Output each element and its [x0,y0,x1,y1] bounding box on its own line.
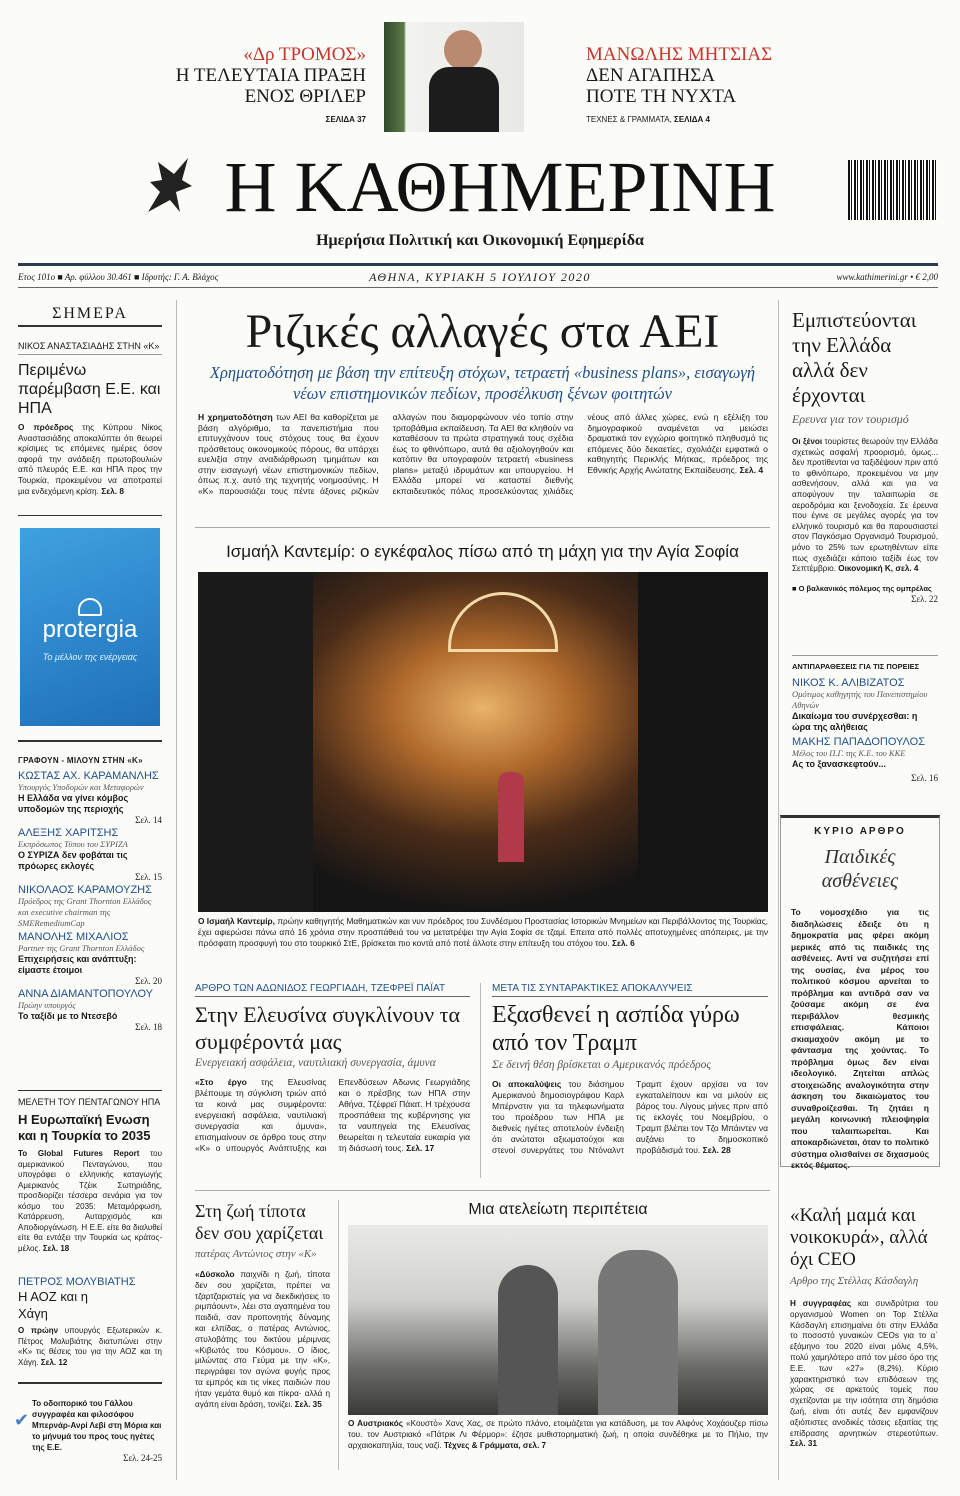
writer-role: Πρόεδρος της Grant Thornton Ελλάδος και executive chairman της SMERemediumCap [18,896,152,928]
kicker: ΓΡΑΦΟΥΝ - ΜΙΛΟΥΝ ΣΤΗΝ «Κ» [18,756,143,765]
debate-item[interactable] [792,736,938,770]
teaser-right-page: ΣΕΛΙΔΑ 4 [674,115,710,124]
lead: Η χρηματοδότηση [198,412,273,422]
checkmark-icon: ✔ [14,1410,30,1431]
page-ref: Σελ. 24-25 [123,1453,162,1463]
writer-name: ΝΙΚΟΛΑΟΣ ΚΑΡΑΜΟΥΖΗΣ [18,884,152,896]
page-ref: Σελ. 8 [101,485,125,496]
protergia-ad[interactable] [20,528,160,726]
website-price[interactable]: www.kathimerini.gr • € 2,00 [836,272,938,282]
lead: Οι ξένοι [792,437,823,446]
debate-box [792,662,938,783]
headline: Η Ευρωπαϊκή Ενωση και η Τουρκία το 2035 [18,1112,151,1143]
page-ref: Σελ. 31 [790,1439,818,1449]
adventure-photo [348,1225,768,1415]
page-ref: Σελ. 17 [406,1143,435,1153]
page-ref: Σελ. 35 [294,1399,322,1409]
writer-item[interactable] [18,884,162,929]
subhead: Ερευνα για τον τουρισμό [792,412,909,426]
hagia-sophia-headline[interactable]: Ισμαήλ Καντεμίρ: ο εγκέφαλος πίσω από τη μάχη για την Αγία Σοφία [226,542,739,561]
page-ref: Σελ. 6 [612,937,635,948]
ad-brand: protergia [42,616,138,643]
trump-story[interactable] [492,983,768,1156]
headline: «Καλή μαμά και νοικοκυρά», αλλά όχι CEO [790,1205,928,1270]
page-ref: Σελ. 22 [911,593,938,604]
page-ref: Σελ. 18 [42,1243,70,1253]
author-name: ΝΙΚΟΣ Κ. ΑΛΙΒΙΖΑΤΟΣ [792,677,905,689]
writer-item[interactable] [18,770,162,825]
author-name: ΜΑΚΗΣ ΠΑΠΑΔΟΠΟΥΛΟΣ [792,736,926,748]
page-ref: Οικονομική Κ, σελ. 4 [838,564,919,574]
body: πρώην καθηγητής Μαθηματικών και νυν πρόεδρος του Συνδέσμου Προστασίας Ιστορικών Μνημείων και Περιβάλλοντος της Τουρκίας, έχει αφιερώσει πάνω από 16 χρόνια στην προσπάθειά του να μετατρέψει την Αγία Σοφία σε τζαμί. Επειτα από πολλές αποτυχημένες απόπειρες, με την πρόσφατη προσφυγή του στο τουρκικό ΣτΕ, βρίσκεται πιο κοντά από ποτέ άλλοτε στην επίτευξη του στόχου του. [198,916,768,948]
antonios-story[interactable] [195,1200,330,1410]
article-title: Ο ΣΥΡΙΖΑ δεν φοβάται τις πρόωρες εκλογές [18,850,128,871]
headline: Περιμένω παρέμβαση Ε.Ε. και ΗΠΑ [18,362,161,417]
kicker: ΜΕΛΕΤΗ ΤΟΥ ΠΕΝΤΑΓΩΝΟΥ ΗΠΑ [18,1097,161,1107]
writer-name: ΚΩΣΤΑΣ ΑΧ. ΚΑΡΑΜΑΝΛΗΣ [18,770,159,782]
writer-item[interactable] [18,988,162,1032]
headline: Εμπιστεύονται την Ελλάδα αλλά δεν έρχονται [792,308,917,407]
article-title: Η Ελλάδα να γίνει κόμβος υποδομών της περιοχής [18,793,129,814]
teaser-right-line3: ΠΟΤΕ ΤΗ ΝΥΧΤΑ [586,86,737,107]
elefsina-story[interactable] [195,983,470,1154]
masthead-subtitle: Ημερήσια Πολιτική και Οικονομική Εφημερίδα [316,232,644,249]
lead: Η συγγραφέας [790,1299,852,1308]
body: του διάσημου Αμερικανού δημοσιογράφου Καρλ Μπέρνστιν για τα τηλεφωνήματα του προέδρου των ΗΠΑ με διεθνείς ηγέτες αποτελούν ένδειξη ότι ανώτατοι αξιωματούχοι και στενοί συνεργάτες του Ντόναλντ Τραμπ έχουν αρχίσει να τον εγκαταλείπουν και να μιλούν εις βάρος του. Λίγους μήνες πριν από τις εκλογές του Νοεμβρίου, ο Τραμπ βλέπει τον Τζο Μπάιντεν να αυξάνει το δημοσκοπικό προβάδισμά του. [492,1079,768,1155]
page-ref: Σελ. 28 [702,1145,731,1155]
teaser-right-line2: ΔΕΝ ΑΓΑΠΗΣΑ [586,65,715,86]
body: παιχνίδι η ζωή, τίποτα δεν σου χαρίζεται, πρέπει να τζαρτζαριστείς για να διεκδικήσεις το ριμπάουντ», λέει στα αγαπημένα του παιδιά, σαν προπονητής δύναμης και ελπίδας, ο πατέρας Αντώνιος, στυλοβάτης του δικτύου μέριμνας «Κιβωτός του Κόσμου». Ο ίδιος, μιλώντας στο Γεύμα με την «Κ», περιγράφει τον αγώνα φυγής προς τα εμπρός και τις νίκες παιδιών που ήταν γεμάτα θυμό και πίκρα· αλλά η αγάπη είναι δράση, τονίζει. [195,1270,330,1409]
lead: Οι αποκαλύψεις [492,1079,562,1089]
teaser-right[interactable] [586,44,826,130]
lead: Ο πρώην [18,1326,59,1335]
masthead-title: Η ΚΑΘΗΜΕΡΙΝΗ [224,147,776,227]
debate-item[interactable] [792,677,938,733]
levy-promo[interactable] [14,1398,162,1463]
writers-box [18,756,162,1034]
writer-role: Πρώην υπουργός [18,1000,76,1010]
subhead: πατέρας Αντώνιος στην «Κ» [195,1248,317,1260]
teaser-photo [384,22,524,132]
editorial-box[interactable] [780,815,940,1170]
subhead: Αρθρο της Στέλλας Κάσδαγλη [790,1275,919,1287]
article-title: Το ταξίδι με το Ντεσεβό [18,1011,118,1021]
lead: Ο πρόεδρος [18,422,74,432]
ad-tagline: Το μέλλον της ενέργειας [42,652,138,662]
headline: Εξασθενεί η ασπίδα γύρω από τον Τραμπ [492,1002,740,1056]
hagia-sophia-caption [198,916,768,948]
article-title: Ας το ξανασκεφτούν... [792,759,887,769]
headline: Η ΑΟΖ και η Χάγη [18,1289,88,1321]
kicker: ΝΙΚΟΣ ΑΝΑΣΤΑΣΙΑΔΗΣ ΣΤΗΝ «Κ» [18,341,162,355]
related-link[interactable]: ■ Ο βαλκανικός πόλεμος της ομπρέλας [792,583,932,593]
edition-info: Ετος 101ο ■ Αρ. φύλλου 30.461 ■ Ιδρυτής: Γ. Α. Βλάχος [18,272,219,282]
article-title: Επιχειρήσεις και ανάπτυξη: είμαστε έτοιμοι [18,954,137,975]
shell-logo-icon [78,598,102,616]
anastasiades-story[interactable] [18,341,162,496]
teaser-left-line2: Η ΤΕΛΕΥΤΑΙΑ ΠΡΑΞΗ [175,65,366,86]
page-ref: Σελ. 12 [40,1357,68,1367]
ceo-story[interactable] [790,1205,938,1450]
writer-name: ΑΝΝΑ ΔΙΑΜΑΝΤΟΠΟΥΛΟΥ [18,988,153,1000]
molyviatis-story[interactable] [18,1276,162,1368]
adventure-caption [348,1419,768,1451]
hagia-sophia-photo [198,572,768,912]
date-line: ΑΘΗΝΑ, ΚΥΡΙΑΚΗ 5 ΙΟΥΛΙΟΥ 2020 [369,270,591,284]
page-ref: Σελ. 4 [739,464,764,475]
body: της Κύπρου Νίκος Αναστασιάδης αποκαλύπτει ότι θεωρεί κρίσιμες τις επόμενες ημέρες όσον αφορά την ανάδειξη πρωτοβουλιών από πλευράς Ε.Ε. και ΗΠΑ προς την Τουρκία, προκειμένου να αποτραπεί μια ενδεχόμενη κρίση. [18,422,163,496]
lead: «Δύσκολο [195,1270,235,1279]
lead: Ο Ισμαήλ Καντεμίρ, [198,916,275,926]
teaser-left-line3: ΕΝΟΣ ΘΡΙΛΕΡ [244,86,366,107]
tourism-story[interactable] [792,308,938,604]
body: υπουργός Εξωτερικών κ. Πέτρος Μολυβιάτης διατυπώνει στην «Κ» τις θέσεις του για την ΑΟΖ και τη Χάγη. [18,1326,162,1367]
pentagon-story[interactable] [18,1097,162,1254]
barcode [848,160,938,220]
kicker: ΚΥΡΙΟ ΑΡΘΡΟ [814,826,906,837]
lead: «Στο έργο [195,1077,247,1087]
kicker: ΑΡΘΡΟ ΤΩΝ ΑΔΩΝΙΔΟΣ ΓΕΩΡΓΙΑΔΗ, ΤΖΕΦΡΕΪ ΠΑΪΑΤ [195,983,470,997]
kicker: ΜΕΤΑ ΤΙΣ ΣΥΝΤΑΡΑΚΤΙΚΕΣ ΑΠΟΚΑΛΥΨΕΙΣ [492,983,768,997]
lead-body [198,412,768,496]
page-ref: Σελ. 14 [135,815,162,825]
writer-item[interactable] [18,931,162,986]
promo-text: Το οδοιπορικό του Γάλλου συγγραφέα και φιλοσόφου Μπερνάρ-Ανρί Λεβί στη Μόρια και το μήνυμά του προς τους ηγέτες της Ε.Ε. [32,1399,162,1452]
writer-name: ΑΛΕΞΗΣ ΧΑΡΙΤΣΗΣ [18,827,119,839]
teaser-right-line1: ΜΑΝΩΛΗΣ ΜΗΤΣΙΑΣ [586,44,773,65]
page-ref: Σελ. 20 [135,976,162,986]
writer-role: Partner της Grant Thornton Ελλάδος [18,943,145,953]
lead: Ο Αυστριακός [348,1419,403,1428]
writer-role: Υπουργός Υποδομών και Μεταφορών [18,782,144,792]
article-title: Δικαίωμα του συνέρχεσθαι: η ώρα της αλήθειας [792,711,918,732]
griffin-logo-icon [140,152,196,218]
page-ref: Σελ. 18 [135,1022,162,1032]
today-label: ΣΗΜΕΡΑ [18,305,162,327]
teaser-left-line1: «Δρ ΤΡΟΜΟΣ» [243,44,366,65]
kicker: ΠΕΤΡΟΣ ΜΟΛΥΒΙΑΤΗΣ [18,1276,136,1288]
subhead: Σε δεινή θέση βρίσκεται ο Αμερικανός πρόεδρος [492,1059,712,1071]
body: και συνιδρύτρια του οργανισμού Women on Top Στέλλα Κάσδαγλη επισημαίνει ότι στην Ελλάδα το ποσοστό γυναικών CEOs για το α΄ εξάμηνο του 2020 είναι μόλις 4,5%, πολύ χαμηλότερο από τον μέσο όρο της Ε.Ε. των «27» (8,2%). Κύριο χαρακτηριστικό των επιδόσεων της χώρας σε αρκετούς τομείς που σχετίζονται με την ισότητα στη δημόσια ζωή, είναι ότι αυτές δεν εμφανίζουν αξιόπιστες ανοδικές τάσεις εξαιτίας της επίδρασης αρνητικών στερεοτύπων. [790,1299,938,1438]
body: «Κουστό» Χανς Χας, σε πρώτο πλάνο, ετοιμάζεται για κατάδυση, με τον Αλφόνς Χοχάουζερ πίσω του. τον Αυστριακό «Πάτρικ Λι Φέρμορ»: έζησε μυθιστορηματική ζωή, η οποία συνδέθηκε με το Πήλιο, την αρχαιοκαπηλία, τους ναζί. [348,1419,769,1450]
body: των ΑΕΙ θα καθορίζεται με βάση αλγόριθμο, τα πανεπιστήμια που επιτυγχάνουν τους στόχους τους θα έχουν πρόσθετους οικονομικούς πόρους, θα υπάρχει ευελιξία στην αναδιάρθρωση τμημάτων και στην εισαγωγή νέων επιστημονικών πεδίων, όπως π.χ. αυτό της τεχνητής νοημοσύνης. Η «Κ» παρουσιάζει τους πέντε άξονες ριζικών αλλαγών που διαμορφώνουν νέο τοπίο στην τριτοβάθμια εκπαίδευση. Τα ΑΕΙ θα κληθούν να καταθέσουν τα πρώτα στρατηγικά τους σχέδια έως το φθινόπωρο, αυτά θα αξιολογηθούν και κατόπιν θα υπογραφούν τετραετή «business plans» μεταξύ ιδρυμάτων και υπουργείου. Η Ελλάδα μπορεί να καταστεί διεθνής εκπαιδευτικός πόλος προσελκύοντας χιλιάδες νέους από άλλες χώρες, ενώ η εξέλιξη του δημογραφικού αναμένεται να μειώσει δραματικά τον εγχώριο φοιτητικό πληθυσμό τις επόμενες δύο δεκαετίες, σχολιάζει εμφατικά ο καθηγητής Περικλής Μήτκας, πρόεδρος της Εθνικής Αρχής Ανώτατης Εκπαίδευσης. [198,412,768,496]
lead: Το Global Futures Report [18,1149,140,1158]
writer-item[interactable] [18,827,162,882]
headline: Παιδικές ασθένειες [821,846,899,892]
page-ref: Σελ. 15 [135,872,162,882]
headline: Στη ζωή τίποτα δεν σου χαρίζεται [195,1201,324,1243]
left-column [18,305,162,496]
lead-subhead: Χρηματοδότηση με βάση την επίτευξη στόχων, τετραετή «business plans», εισαγωγή νέων επιστημονικών πεδίων, προσέλκυση ξένων φοιτητών [209,363,756,403]
page-ref: Τέχνες & Γράμματα, σελ. 7 [443,1440,547,1450]
headline: Στην Ελευσίνα συγκλίνουν τα συμφέροντά μας [195,1002,460,1054]
writer-role: Εκπρόσωπος Τύπου του ΣΥΡΙΖΑ [18,839,128,849]
author-role: Μέλος του Π.Γ. της Κ.Ε. του ΚΚΕ [792,748,906,758]
writer-name: ΜΑΝΟΛΗΣ ΜΙΧΑΛΙΟΣ [18,931,129,943]
subhead: Ενεργειακή ασφάλεια, ναυτιλιακή συνεργασία, άμυνα [195,1057,436,1069]
body: του αμερικανικού Πενταγώνου, που υπογράφει ο ελληνικής καταγωγής Αμερικανός Τζέικ Σωτηριάδης, προσδιορίζει τέσσερα σενάρια για τον κόσμο του 2035: Μεταμόρφωση, Κατάρρευση, Αυταρχισμός και Αποδιοργάνωση. Η Ε.Ε. είτε θα διαλυθεί είτε θα εντάξει την Τουρκία ως κράτος-μέλος. [18,1149,162,1253]
body: Το νομοσχέδιο για τις διαδηλώσεις έδειξε ότι η δημοκρατία μας φέρει ακόμη μερικές από τις παιδικές της ασθένειες. Αντί να συζητήσει επί της ουσίας, ένα μέρος του πολιτικού κόσμου αρνείται το πρόβλημα και αντιδρά σαν να ζούσαμε ακόμη σε ένα περιβάλλον θεσμικής επισφάλειας. Κάποιοι σκιαμαχούν ακόμη με το φάντασμα της χούντας. Το πρόβλημα όμως δεν είναι ιδεολογικό. Ζητείται απλώς στοιχειώδης αναλογικότητα στην άσκηση του δικαιώματος του συναθροίζεσθαι. Τη ζητάει η μεγάλη κοινωνική πλειοψηφία που ταλαιπωρείται. Και αποκαρδιώνεται, όταν το πολιτικό σύστημα ολισθαίνει σε διχασμούς εκτός θέματος. [791,907,929,1170]
teaser-left[interactable] [120,44,366,130]
author-role: Ομότιμος καθηγητής του Πανεπιστημίου Αθηνών [792,689,928,710]
teaser-right-section: ΤΕΧΝΕΣ & ΓΡΑΜΜΑΤΑ, [586,115,672,124]
body: τουρίστες θεωρούν την Ελλάδα σχετικώς ασφαλή προορισμό, όμως... δεν προτίθενται να ταξιδέψουν πριν από το φθινόπωρο, προκειμένου να μην ασθενήσουν, αλλά και για να αποφύγουν την ταλαιπωρία σε αεροδρόμια και ξενοδοχεία. Σε έρευνα που έγινε σε μεγάλες αγορές για τον ελληνικό τουρισμό και θα παρουσιαστεί στον Παγκόσμιο Οργανισμό Τουρισμού, μόνο το 25% των ερωτηθέντων είπε πως σχεδιάζει κάποιο ταξίδι έως τον Σεπτέμβριο. [792,437,938,574]
lead-headline[interactable]: Ριζικές αλλαγές στα ΑΕΙ [245,305,720,358]
adventure-headline[interactable]: Μια ατελείωτη περιπέτεια [468,1201,648,1218]
kicker: ΑΝΤΙΠΑΡΑΘΕΣΕΙΣ ΓΙΑ ΤΙΣ ΠΟΡΕΙΕΣ [792,662,920,671]
page-ref: Σελ. 16 [911,773,938,783]
body: της Ελευσίνας βλέπουμε τη σύγκλιση τριών από τα κοινά μας συμφέροντα: ενεργειακή ασφάλεια, ναυτιλιακή συνεργασία και άμυνα», επισημαίνουν σε άρθρο τους στην «Κ» ο υπουργός Ανάπτυξης και Επενδύσεων Αδωνις Γεωργιάδης και ο πρέσβης των ΗΠΑ στην Αθήνα, Τζέφρεϊ Πάιατ. Η τρέχουσα προσπάθεια της κυβέρνησης για τα ναυπηγεία της Ελευσίνας θεωρείται η τελευταία ευκαιρία για τη διάσωσή τους. [195,1077,470,1153]
teaser-left-page: ΣΕΛΙΔΑ 37 [325,115,366,124]
